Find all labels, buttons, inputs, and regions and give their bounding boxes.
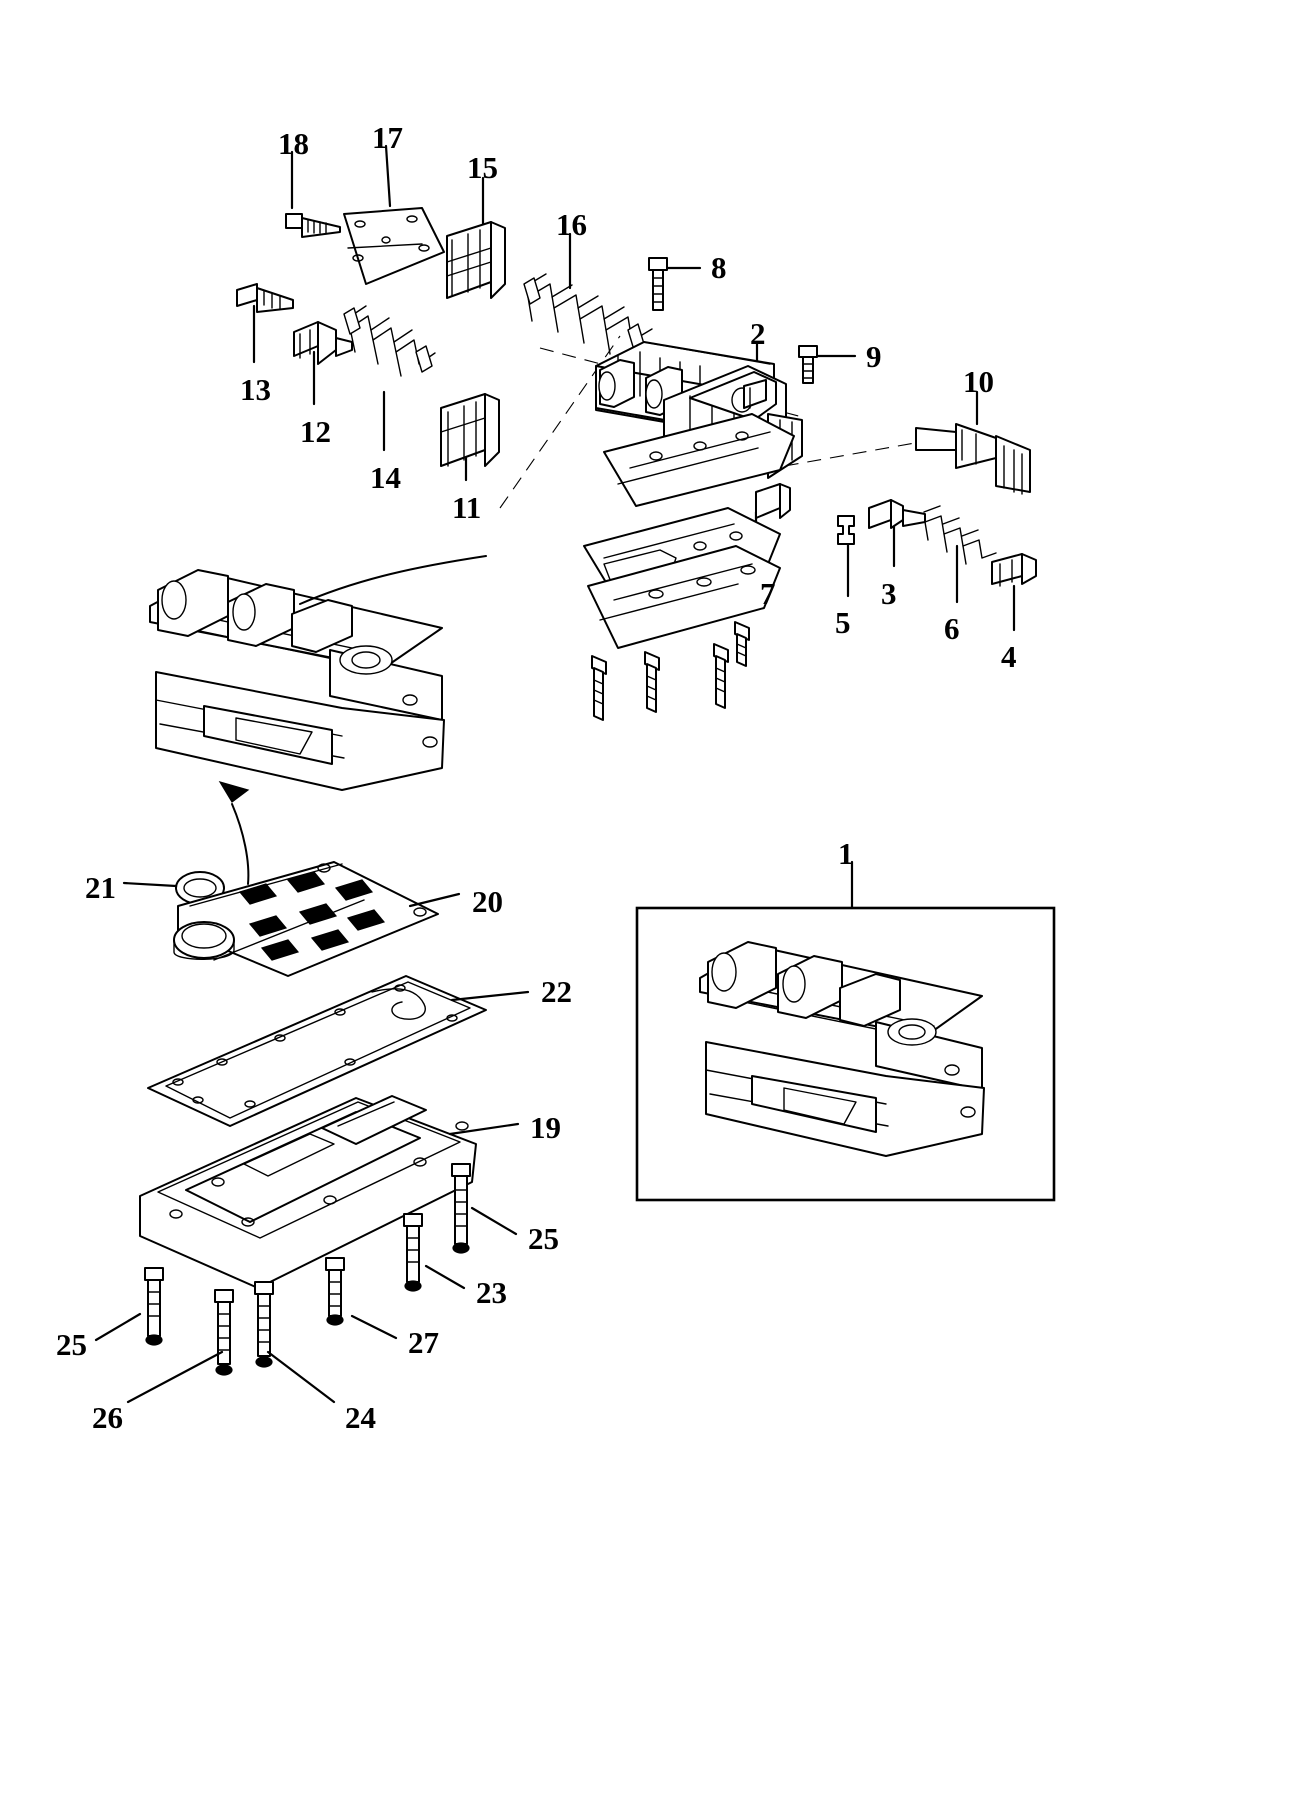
callout-19: 19 xyxy=(530,1110,561,1145)
part-7-retainer-block xyxy=(756,484,790,518)
part-12-valve-spool xyxy=(294,322,352,364)
callout-2: 2 xyxy=(750,316,766,351)
part-18-bolt xyxy=(286,214,340,237)
callout-4: 4 xyxy=(1001,639,1017,674)
callout-10: 10 xyxy=(963,364,994,399)
callout-24: 24 xyxy=(345,1400,376,1435)
callout-14: 14 xyxy=(370,460,401,495)
part-17-cover-plate xyxy=(344,208,444,284)
bolt-25-left xyxy=(145,1268,163,1345)
part-13-bolt xyxy=(237,284,293,312)
part-11-valve-sleeve xyxy=(441,394,499,466)
part-8-bolt xyxy=(649,258,667,310)
part-6-spring xyxy=(924,506,996,564)
callout-1: 1 xyxy=(838,836,854,871)
callout-21: 21 xyxy=(85,870,116,905)
callout-5: 5 xyxy=(835,605,851,640)
callout-22: 22 xyxy=(541,974,572,1009)
callout-11: 11 xyxy=(452,490,482,525)
part-5-retaining-clip xyxy=(838,516,854,544)
callout-25-left: 25 xyxy=(56,1327,87,1362)
part-3-check-valve xyxy=(869,500,925,528)
callout-9: 9 xyxy=(866,339,882,374)
callout-13: 13 xyxy=(240,372,271,407)
callout-17: 17 xyxy=(372,120,403,155)
bolt-25-right xyxy=(452,1164,470,1253)
callout-15: 15 xyxy=(467,150,498,185)
part-19-oil-pan xyxy=(140,1096,476,1288)
callout-27: 27 xyxy=(408,1325,439,1360)
part-22-pan-gasket xyxy=(148,976,486,1126)
callout-8: 8 xyxy=(711,250,727,285)
callout-16: 16 xyxy=(556,207,587,242)
part-14-spring xyxy=(344,306,435,376)
part-9-bolt xyxy=(799,346,817,383)
part-4-valve-plunger xyxy=(992,554,1036,586)
callout-20: 20 xyxy=(472,884,503,919)
assembled-valve-body-middle xyxy=(150,556,486,790)
callout-23: 23 xyxy=(476,1275,507,1310)
bolt-26 xyxy=(215,1290,233,1375)
part-15-valve-sleeve xyxy=(447,222,505,298)
bolt-27 xyxy=(326,1258,344,1325)
callout-12: 12 xyxy=(300,414,331,449)
assembly-direction-arrow xyxy=(220,782,248,884)
callout-7: 7 xyxy=(760,576,776,611)
callout-25-right: 25 xyxy=(528,1221,559,1256)
callout-18: 18 xyxy=(278,126,309,161)
inset-valve-body xyxy=(700,942,984,1156)
detail-inset-box xyxy=(637,862,1054,1200)
part-16-spring xyxy=(524,274,652,354)
part-10-manual-valve xyxy=(916,424,1030,494)
callout-3: 3 xyxy=(881,576,897,611)
callout-6: 6 xyxy=(944,611,960,646)
bolt-23 xyxy=(404,1214,422,1291)
callout-26: 26 xyxy=(92,1400,123,1435)
upper-valve-body xyxy=(596,342,802,506)
